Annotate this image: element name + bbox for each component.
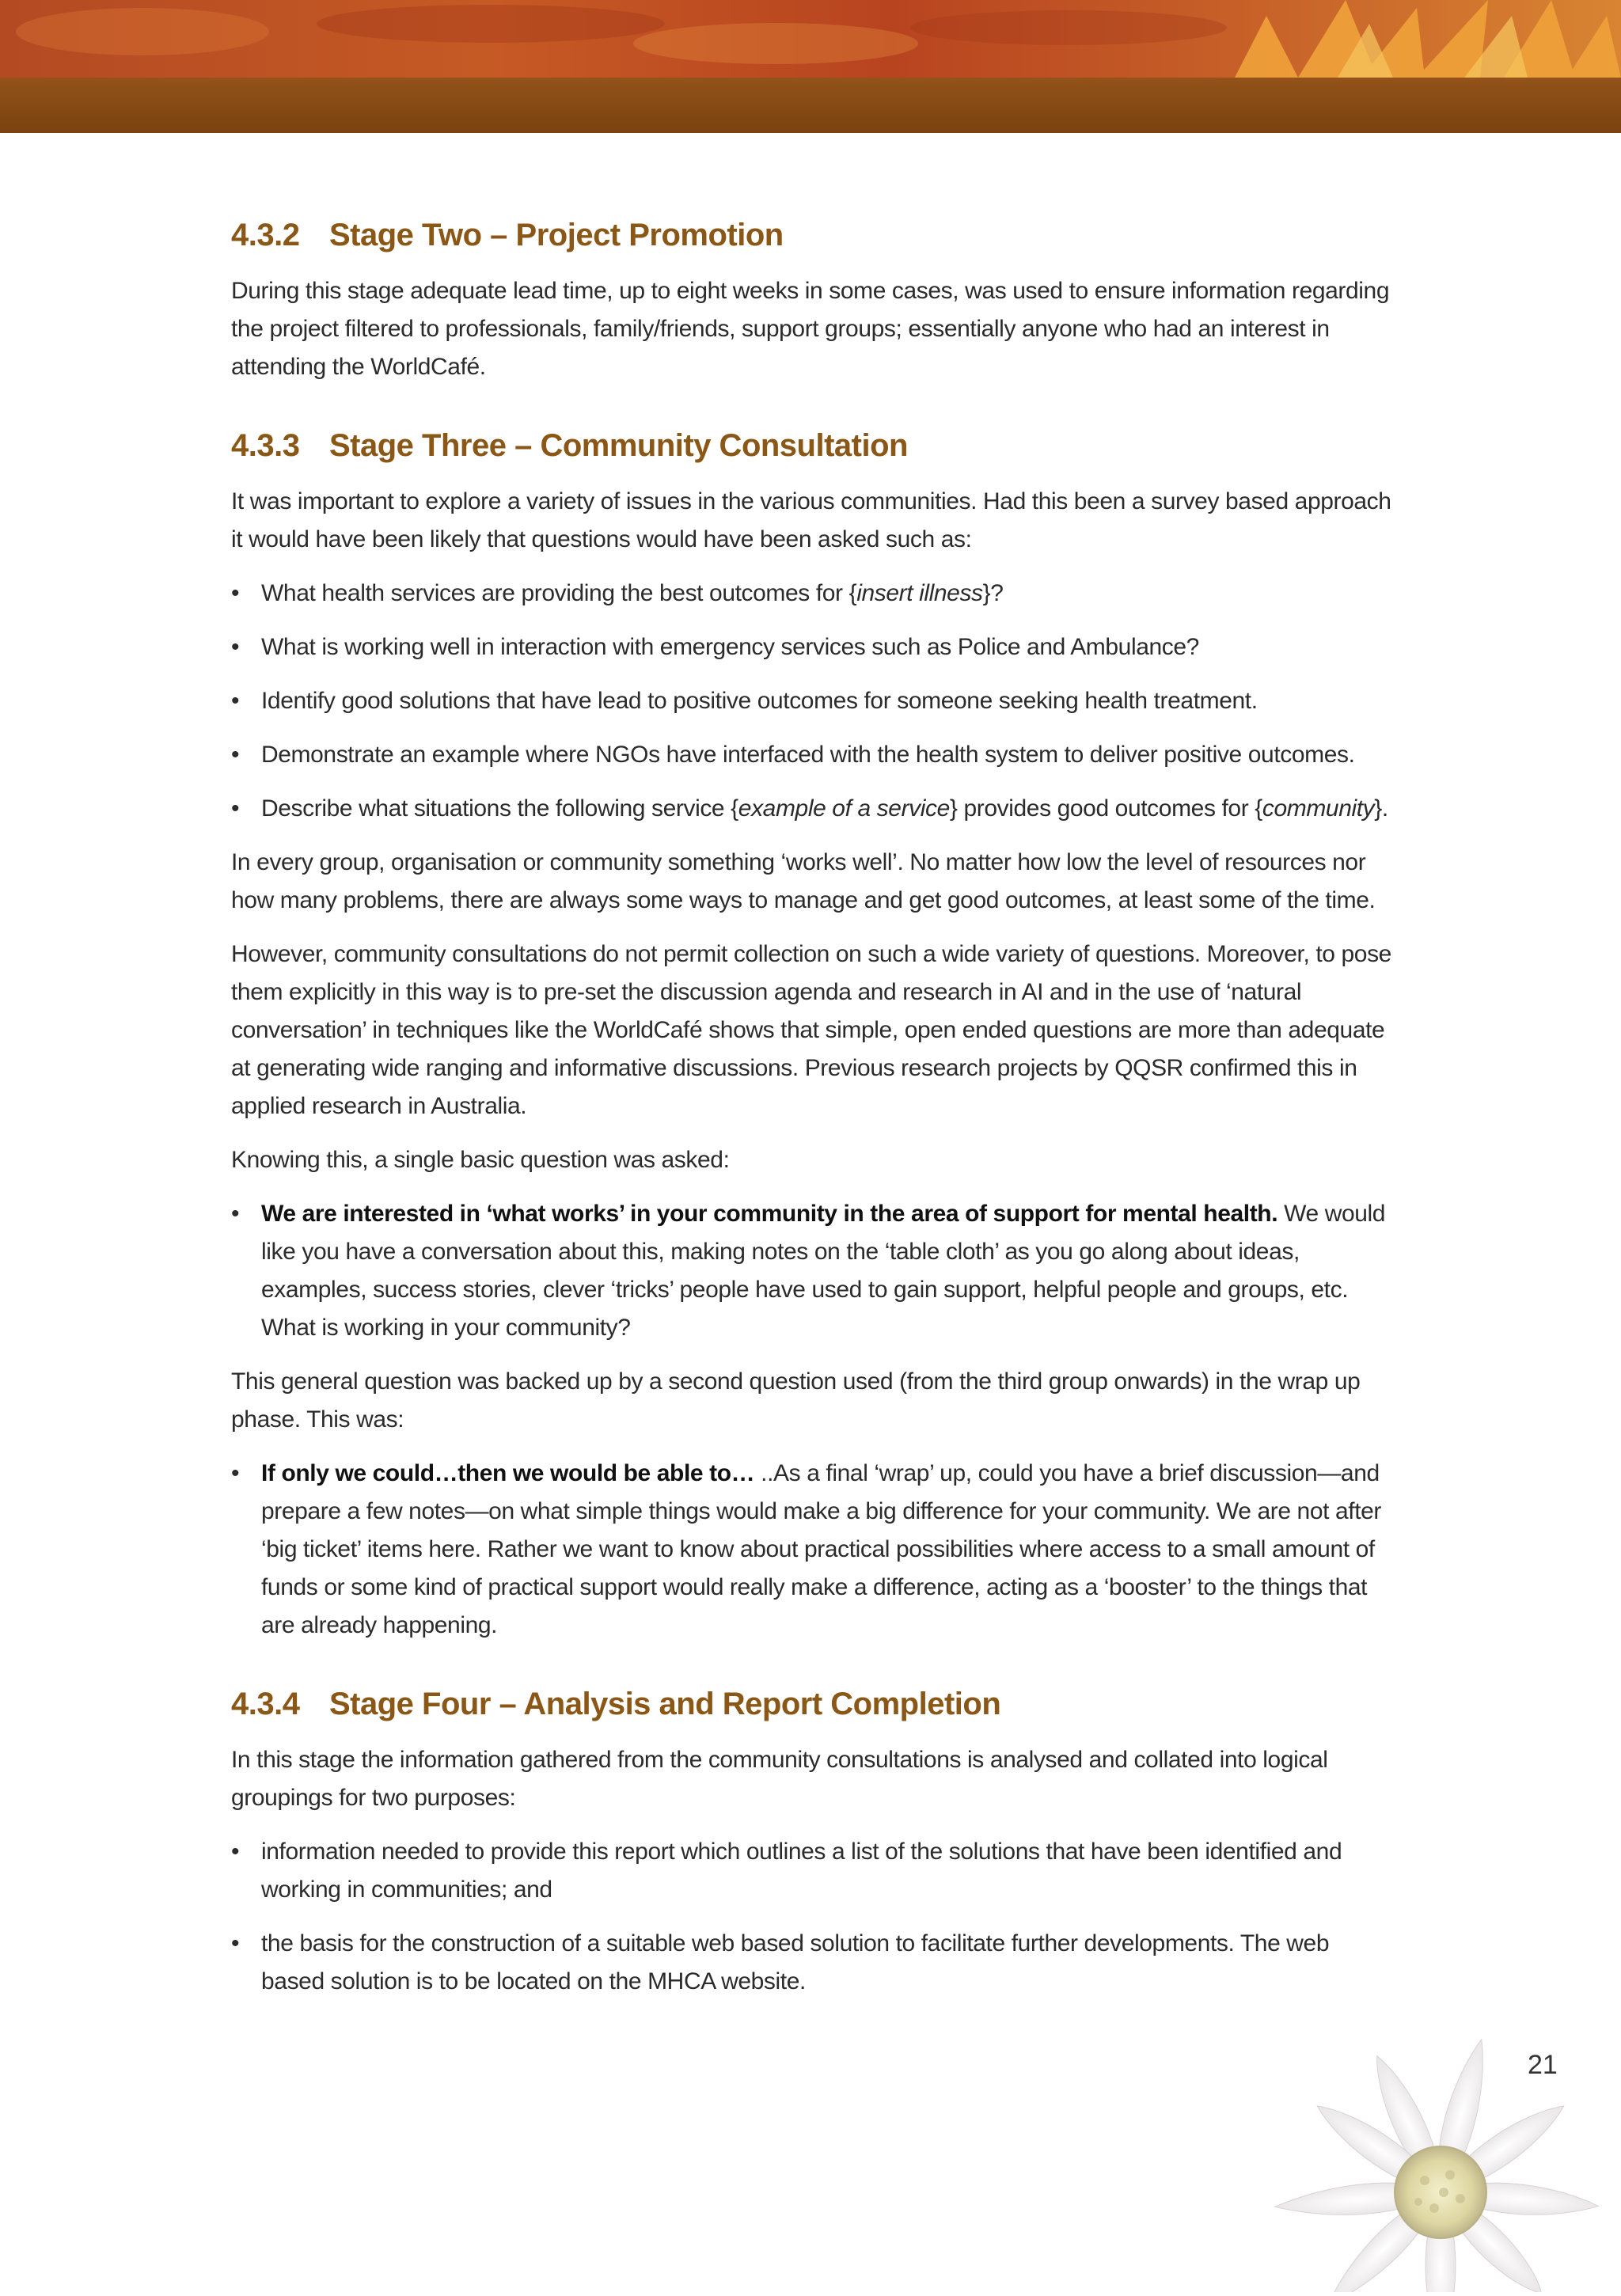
list-item: [231, 1195, 1395, 1347]
list-item-emphasis: example of a service: [738, 795, 950, 822]
bullet: •: [231, 1930, 240, 1956]
list-item-text: Describe what situations the following service {: [261, 795, 738, 822]
purposes-list: [231, 1833, 1395, 2001]
list-item: [231, 1833, 1395, 1909]
page-number: 21: [1528, 2050, 1558, 2080]
list-item: [231, 628, 1395, 666]
list-item-text: Demonstrate an example where NGOs have interfaced with the health system to deliver positive outcomes.: [261, 742, 1355, 768]
bullet: •: [231, 1460, 240, 1486]
flannel-flower-image: [1258, 2026, 1621, 2292]
section-title: Stage Three – Community Consultation: [329, 428, 908, 463]
section-4-3-4: [231, 1684, 1395, 2001]
question-text: ..As a final ‘wrap’ up, could you have a brief discussion—and prepare a few notes—on what simple things would make a big difference for your community. We are not after ‘big ticket’ items here. Rather we want to know about practical possibilities where access to a small amount of funds or some kind of practical support would really make a difference, acting as a ‘booster’ to the things that are already happening.: [261, 1460, 1382, 1638]
section-heading: [231, 215, 1395, 255]
list-item-text: information needed to provide this report which outlines a list of the solutions that have been identified and working in communities; and: [261, 1839, 1342, 1903]
question-text: We would like you have a conversation about this, making notes on the ‘table cloth’ as you go along about ideas, examples, success stories, clever ‘tricks’ people have used to gain support, helpful people and groups, etc. What is working in your community?: [261, 1201, 1386, 1341]
list-item-emphasis: insert illness: [856, 580, 983, 606]
section-heading: [231, 426, 1395, 465]
list-item: [231, 682, 1395, 720]
page-content: [231, 215, 1395, 2040]
bullet: •: [231, 795, 240, 822]
section-4-3-3: [231, 426, 1395, 1645]
section-title: Stage Two – Project Promotion: [329, 218, 784, 252]
section-title: Stage Four – Analysis and Report Completion: [329, 1687, 1001, 1721]
section-4-3-2: [231, 215, 1395, 386]
paragraph: During this stage adequate lead time, up to eight weeks in some cases, was used to ensure information regarding the project filtered to professionals, family/friends, support groups; essentially anyone who had an interest in attending the WorldCafé.: [231, 278, 1390, 380]
section-number: 4.3.3: [231, 428, 300, 463]
bullet: •: [231, 688, 240, 714]
header-banner: [0, 0, 1621, 133]
list-item-text: }?: [982, 580, 1004, 606]
bullet: •: [231, 1201, 240, 1227]
list-item: [231, 736, 1395, 774]
paragraph: In this stage the information gathered from the community consultations is analysed and collated into logical groupings for two purposes:: [231, 1747, 1328, 1811]
bullet: •: [231, 1839, 240, 1865]
section-number: 4.3.2: [231, 218, 300, 252]
paragraph: It was important to explore a variety of issues in the various communities. Had this been a survey based approach it would have been likely that questions would have been asked such as:: [231, 488, 1391, 552]
list-item: [231, 575, 1395, 613]
list-item-text: Identify good solutions that have lead to positive outcomes for someone seeking health treatment.: [261, 688, 1258, 714]
list-item-text: the basis for the construction of a suitable web based solution to facilitate further developments. The web based solution is to be located on the MHCA website.: [261, 1930, 1330, 1994]
question-bold: We are interested in ‘what works’ in your community in the area of support for mental health.: [261, 1201, 1278, 1227]
paragraph: However, community consultations do not permit collection on such a wide variety of questions. Moreover, to pose them explicitly in this way is to pre-set the discussion agenda and research in AI and in the use of ‘natural conversation’ in techniques like the WorldCafé shows that simple, open ended questions are more than adequate at generating wide ranging and informative discussions. Previous research projects by QQSR confirmed this in applied research in Australia.: [231, 941, 1391, 1119]
paragraph: In every group, organisation or community something ‘works well’. No matter how low the level of resources nor how many problems, there are always some ways to manage and get good outcomes, at least some of the time.: [231, 849, 1376, 913]
list-item-text: What health services are providing the best outcomes for {: [261, 580, 857, 606]
list-item: [231, 790, 1395, 828]
section-heading: [231, 1684, 1395, 1724]
list-item-text: } provides good outcomes for {: [949, 795, 1262, 822]
banner-artwork: [0, 0, 1621, 133]
list-item-emphasis: community: [1262, 795, 1375, 822]
section-number: 4.3.4: [231, 1687, 300, 1721]
list-item-text: What is working well in interaction with emergency services such as Police and Ambulance?: [261, 634, 1199, 660]
bullet: •: [231, 742, 240, 768]
bullet: •: [231, 634, 240, 660]
question-list: [231, 1195, 1395, 1347]
list-item: [231, 1925, 1395, 2001]
question-list: [231, 1455, 1395, 1645]
list-item: [231, 1455, 1395, 1645]
question-bold: If only we could…then we would be able to…: [261, 1460, 755, 1486]
bullet: •: [231, 580, 240, 606]
paragraph: This general question was backed up by a second question used (from the third group onwards) in the wrap up phase. This was:: [231, 1368, 1361, 1433]
list-item-text: }.: [1374, 795, 1388, 822]
paragraph: Knowing this, a single basic question was asked:: [231, 1147, 730, 1173]
example-questions-list: [231, 575, 1395, 828]
